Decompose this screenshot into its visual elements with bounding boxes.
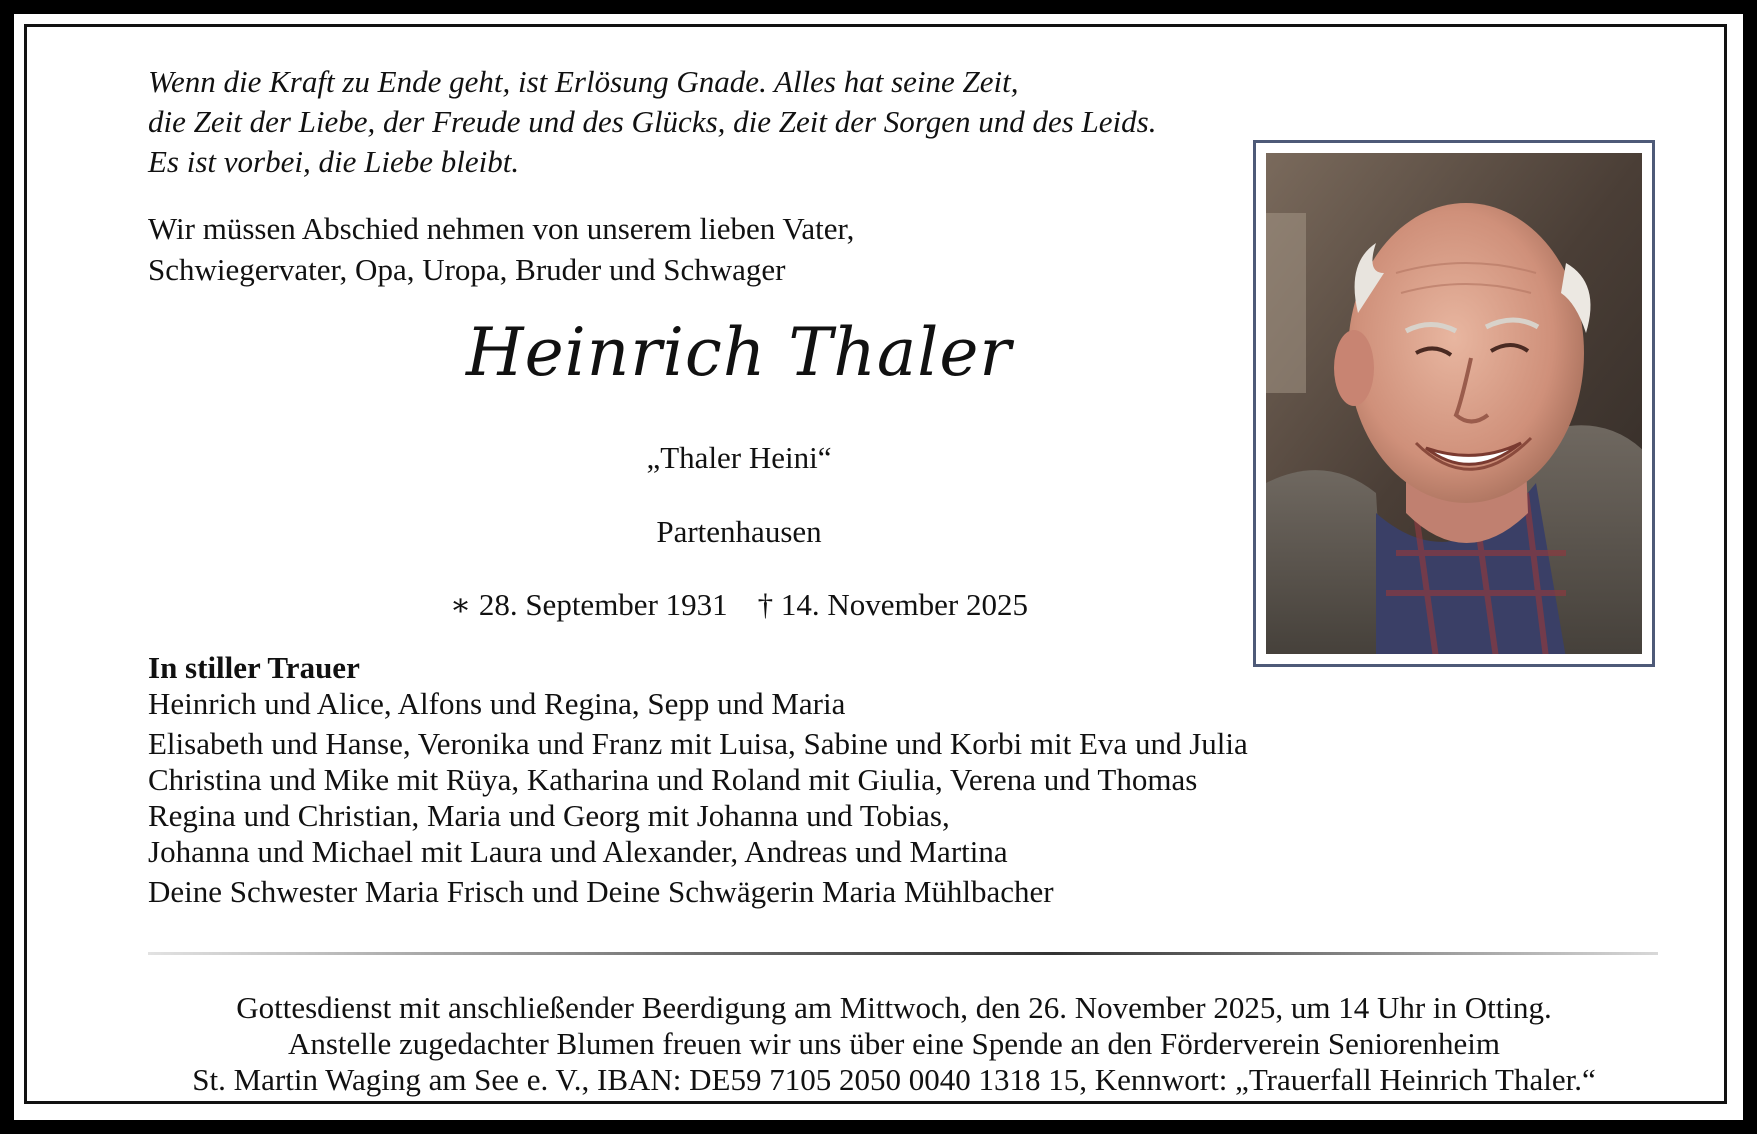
deceased-place: Partenhausen	[656, 514, 822, 549]
mourners-line: Regina und Christian, Maria und Georg mit Johanna und Tobias,	[148, 798, 950, 833]
portrait-photo	[1266, 153, 1642, 654]
farewell-intro	[148, 208, 1148, 290]
photo-frame	[1253, 140, 1655, 667]
poem-line: Es ist vorbei, die Liebe bleibt.	[148, 144, 520, 179]
poem-verse	[148, 62, 1258, 182]
poem-line: Wenn die Kraft zu Ende geht, ist Erlösung Gnade. Alles hat seine Zeit,	[148, 64, 1019, 99]
mourners-line: Elisabeth und Hanse, Veronika und Franz mit Luisa, Sabine und Korbi mit Eva und Julia	[148, 726, 1248, 761]
intro-line: Wir müssen Abschied nehmen von unserem lieben Vater,	[148, 211, 855, 246]
service-line: Gottesdienst mit anschließender Beerdigung am Mittwoch, den 26. November 2025, um 14 Uhr in Otting.	[236, 990, 1552, 1025]
mourners-line: Johanna und Michael mit Laura und Alexander, Andreas und Martina	[148, 834, 1008, 869]
life-dates	[344, 587, 1134, 623]
deceased-nickname: „Thaler Heini“	[646, 440, 832, 475]
section-divider	[148, 952, 1658, 955]
poem-line: die Zeit der Liebe, der Freude und des Glücks, die Zeit der Sorgen und des Leids.	[148, 104, 1157, 139]
intro-line: Schwiegervater, Opa, Uropa, Bruder und Schwager	[148, 252, 786, 287]
portrait-illustration	[1266, 153, 1642, 654]
donation-line: Anstelle zugedachter Blumen freuen wir uns über eine Spende an den Förderverein Seniorenheim	[287, 1026, 1501, 1061]
obituary-card	[14, 14, 1743, 1120]
deceased-name: Heinrich Thaler	[466, 314, 1012, 391]
mourners-block	[148, 650, 1348, 910]
birth-date: ∗ 28. September 1931	[450, 587, 728, 622]
service-info	[114, 990, 1674, 1098]
bank-line: St. Martin Waging am See e. V., IBAN: DE59 7105 2050 0040 1318 15, Kennwort: „Trauerfall Heinrich Thaler.“	[192, 1062, 1596, 1097]
mourners-title: In stiller Trauer	[148, 650, 360, 685]
mourners-line: Deine Schwester Maria Frisch und Deine Schwägerin Maria Mühlbacher	[148, 874, 1054, 909]
mourners-line: Christina und Mike mit Rüya, Katharina und Roland mit Giulia, Verena und Thomas	[148, 762, 1198, 797]
death-date: † 14. November 2025	[757, 587, 1028, 622]
mourners-line: Heinrich und Alice, Alfons und Regina, Sepp und Maria	[148, 686, 846, 721]
